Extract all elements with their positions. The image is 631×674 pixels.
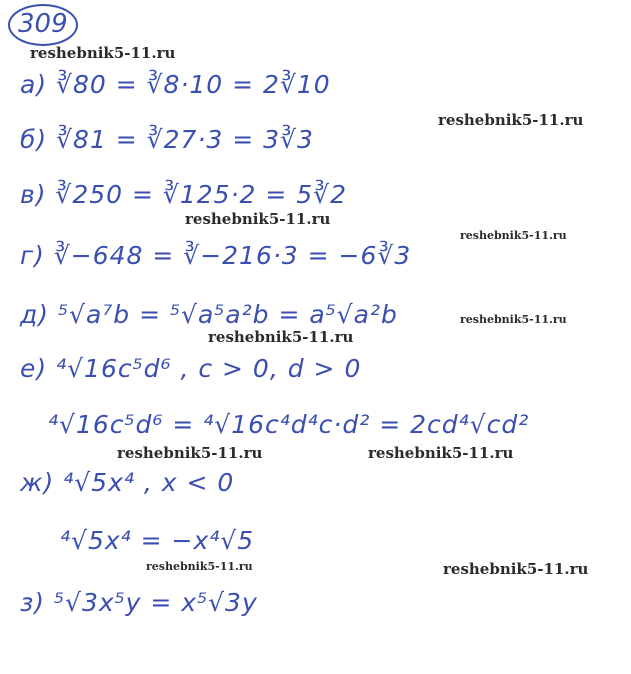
- watermark: reshebnik5-11.ru: [185, 210, 331, 228]
- line-d: д) ⁵√a⁷b = ⁵√a⁵a²b = a⁵√a²b: [20, 300, 398, 329]
- line-v: в) ∛250 = ∛125·2 = 5∛2: [20, 180, 348, 209]
- line-b: б) ∛81 = ∛27·3 = 3∛3: [20, 125, 314, 154]
- line-zh2: ⁴√5x⁴ = −x⁴√5: [60, 526, 255, 555]
- watermark: reshebnik5-11.ru: [117, 444, 263, 462]
- watermark: reshebnik5-11.ru: [368, 444, 514, 462]
- problem-number: 309: [18, 9, 68, 39]
- watermark: reshebnik5-11.ru: [30, 44, 176, 62]
- watermark: reshebnik5-11.ru: [438, 111, 584, 129]
- watermark: reshebnik5-11.ru: [460, 229, 567, 242]
- line-zh1: ж) ⁴√5x⁴ , x < 0: [20, 468, 235, 497]
- line-e1: е) ⁴√16c⁵d⁶ , c > 0, d > 0: [20, 354, 362, 383]
- watermark: reshebnik5-11.ru: [146, 560, 253, 573]
- line-z: з) ⁵√3x⁵y = x⁵√3y: [20, 588, 258, 617]
- line-a: а) ∛80 = ∛8·10 = 2∛10: [20, 70, 331, 99]
- watermark: reshebnik5-11.ru: [208, 328, 354, 346]
- watermark: reshebnik5-11.ru: [443, 560, 589, 578]
- line-g: г) ∛−648 = ∛−216·3 = −6∛3: [20, 241, 412, 270]
- line-e2: ⁴√16c⁵d⁶ = ⁴√16c⁴d⁴c·d² = 2cd⁴√cd²: [48, 410, 530, 439]
- watermark: reshebnik5-11.ru: [460, 313, 567, 326]
